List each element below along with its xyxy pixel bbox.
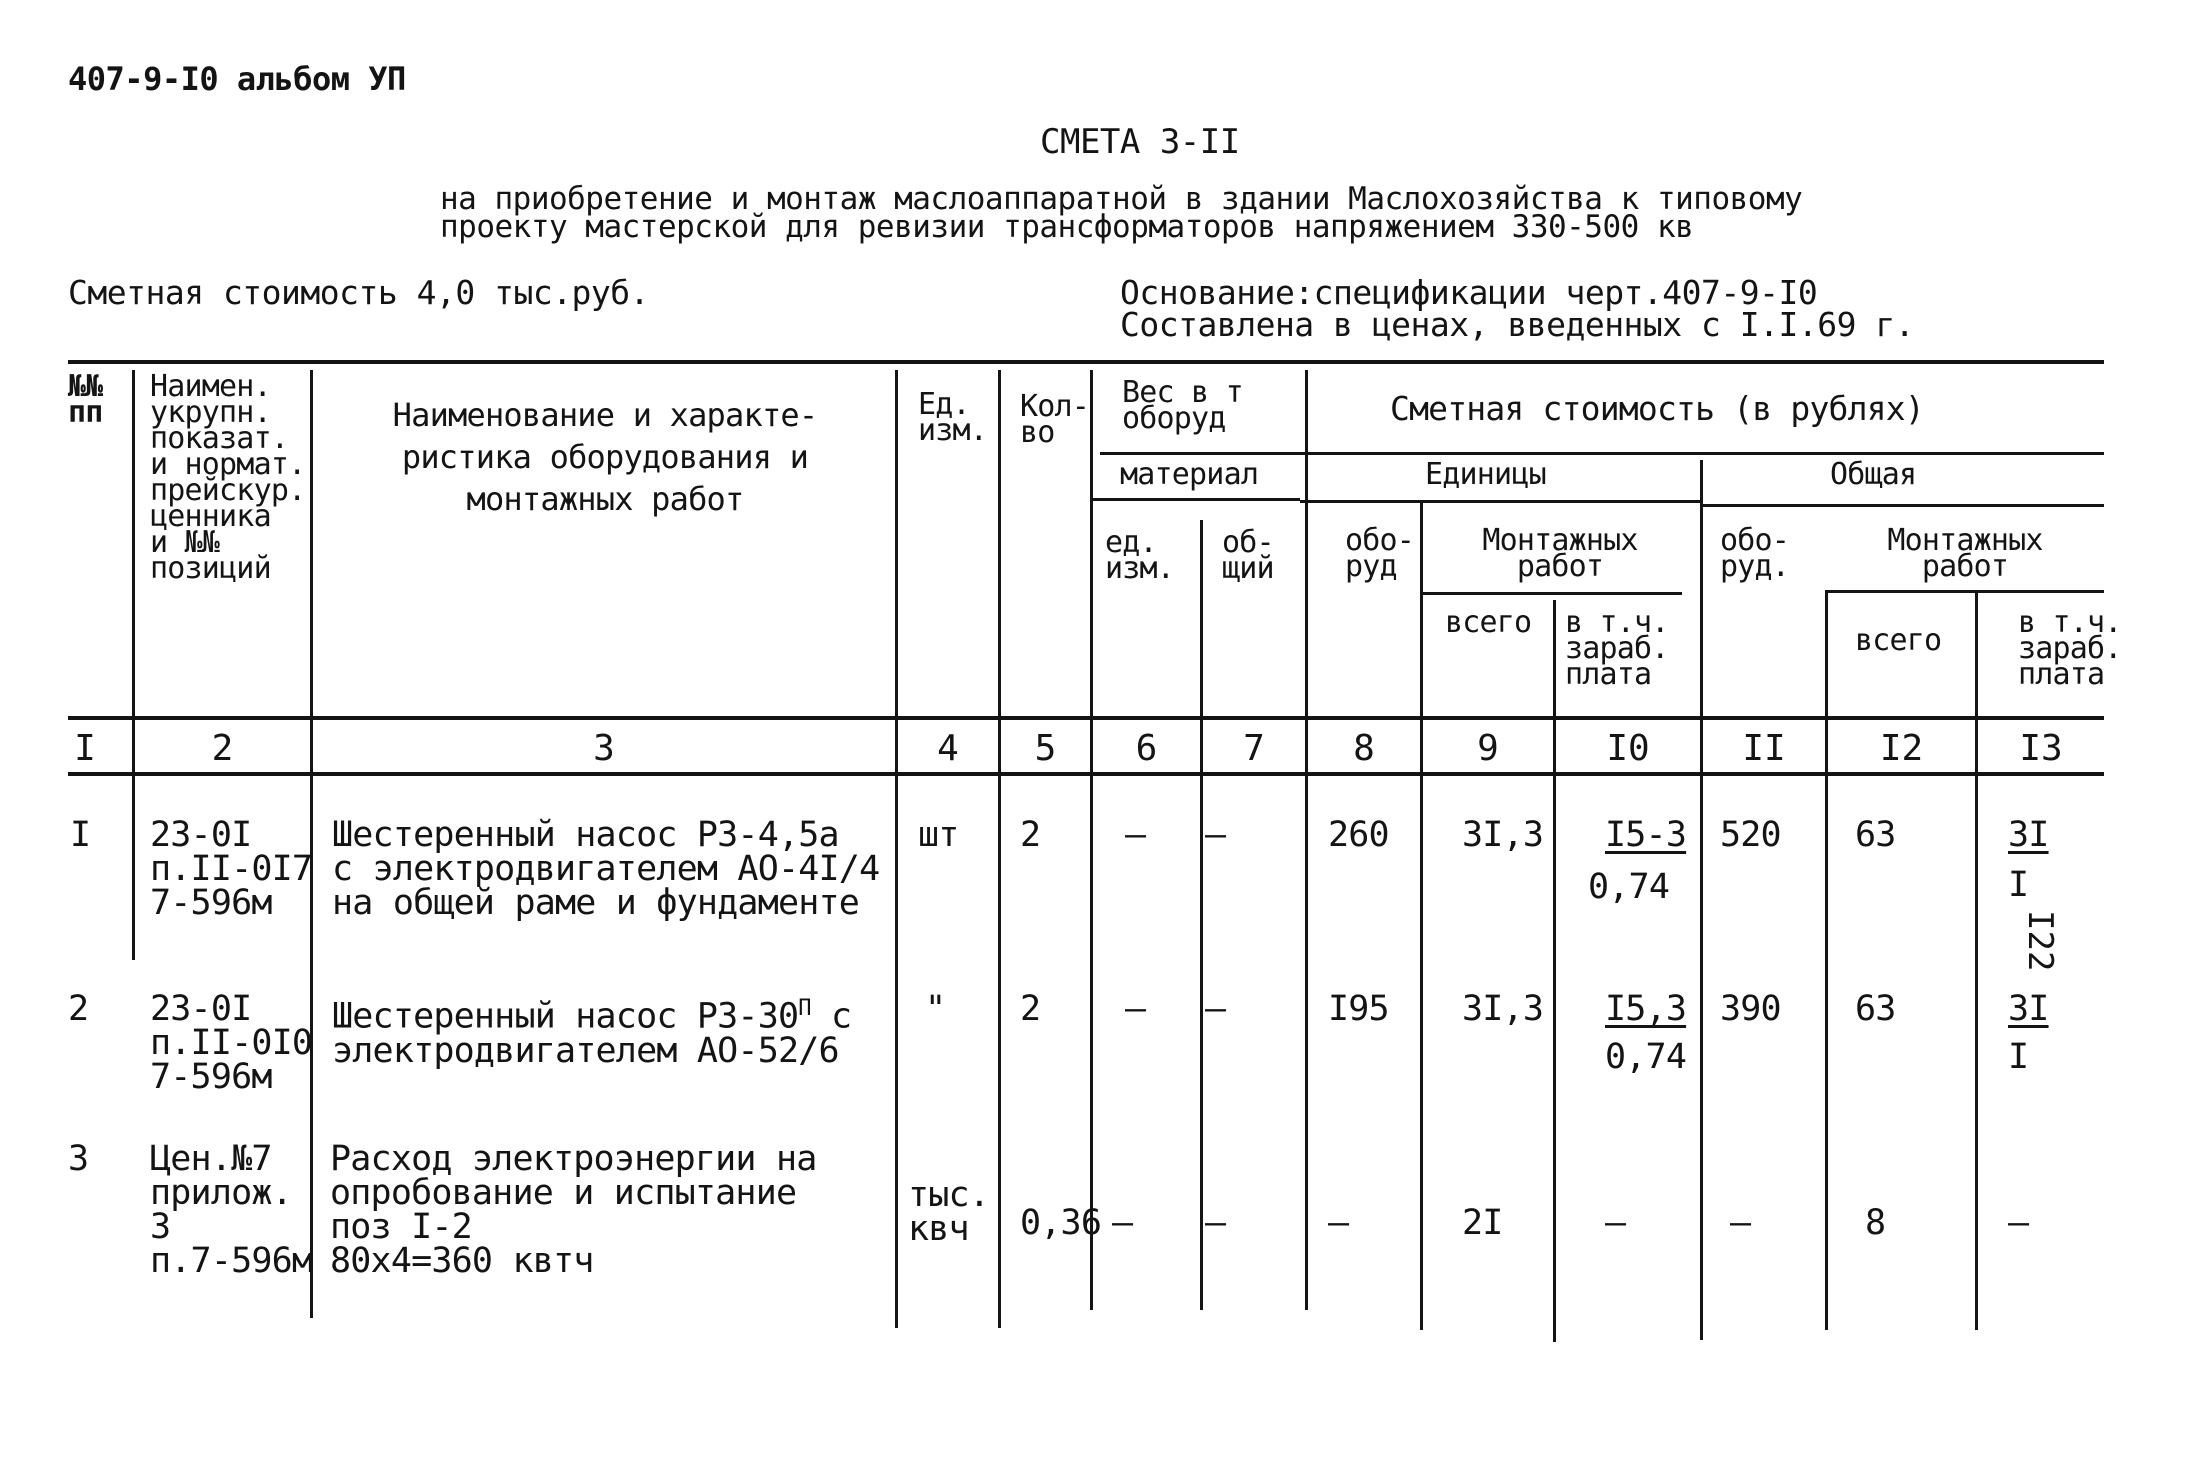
unit: тыс. квч [908, 1175, 990, 1249]
header-mounting-total: Монтажных работ [1887, 523, 2043, 584]
subtitle-line-1: на приобретение и монтаж маслоаппаратной в здании Маслохозяйства к типовому [440, 181, 1803, 217]
equipment-unit-cost: I95 [1328, 989, 1389, 1029]
header-mounting-unit: Монтажных работ [1482, 523, 1638, 584]
mounting-unit-cost: 2I [1462, 1203, 1503, 1243]
mounting-unit-wage: – [1605, 1203, 1626, 1243]
header-equipment-total: обо- руд. [1720, 523, 1790, 584]
header-weight-unit: ед. изм. [1105, 525, 1175, 586]
norm-code: Цен.№7 прилож. 3 п.7-596м [150, 1139, 313, 1281]
weight-total: – [1205, 1203, 1226, 1243]
column-number: 6 [1135, 728, 1158, 769]
row-number: 3 [68, 1139, 89, 1179]
column-number: 5 [1034, 728, 1057, 769]
column-number: I3 [2019, 728, 2063, 769]
norm-code: 23-0I п.II-0I7 7-596м [150, 815, 313, 923]
unit: шт [918, 815, 959, 855]
column-number: II [1742, 728, 1786, 769]
quantity: 2 [1020, 815, 1041, 855]
header-weight-total: об- щий [1222, 525, 1274, 586]
header-estimated-cost: Сметная стоимость (в рублях) [1390, 389, 1924, 428]
header-equipment-unit: обо- руд [1345, 523, 1415, 584]
header-unit: Ед. изм. [918, 387, 988, 448]
equipment-total-cost: 520 [1720, 815, 1781, 855]
document-title: СМЕТА 3-II [1040, 122, 1240, 162]
weight-unit: – [1112, 1203, 1133, 1243]
column-number: 7 [1243, 728, 1265, 769]
mounting-total-cost: 63 [1855, 989, 1896, 1029]
unit: " [925, 989, 946, 1029]
row-number: I [70, 815, 91, 855]
column-number: 4 [937, 728, 959, 769]
norm-code: 23-0I п.II-0I0 7-596м [150, 989, 313, 1097]
header-description: Наименование и характе- ристика оборудования и монтажных работ [392, 396, 818, 518]
mounting-unit-wage: I5,3 [1605, 989, 1687, 1029]
header-quantity: Кол- во [1020, 389, 1090, 450]
header-total: Общая [1830, 457, 1917, 492]
weight-unit: – [1125, 815, 1146, 855]
column-number: 8 [1353, 728, 1375, 769]
item-description: Шестеренный насос $РЗ-30^П$ с электродвигателем АО-52/6 [332, 996, 852, 1071]
quantity: 2 [1020, 989, 1041, 1029]
column-number: I0 [1606, 728, 1650, 769]
page-number: I22 [2020, 910, 2060, 972]
weight-unit: – [1125, 989, 1146, 1029]
mounting-unit-wage-sub: 0,74 [1605, 1037, 1687, 1077]
mounting-total-wage: – [2008, 1203, 2029, 1243]
equipment-total-cost: 390 [1720, 989, 1781, 1029]
header-mounting-total-wage: в т.ч. зараб. плата [2018, 605, 2122, 692]
equipment-unit-cost: – [1328, 1203, 1349, 1243]
header-material: материал [1120, 457, 1259, 492]
mounting-total-wage: 3I [2008, 815, 2049, 855]
basis-line-2: Составлена в ценах, введенных с I.I.69 г. [1120, 305, 1915, 344]
weight-total: – [1205, 815, 1226, 855]
column-number: I [74, 728, 96, 769]
column-number: I2 [1879, 728, 1924, 769]
item-description: Шестеренный насос РЗ-4,5а с электродвигателем АО-4I/4 на общей раме и фундаменте [332, 815, 880, 923]
header-mounting-total-all: всего [1855, 623, 1942, 658]
mounting-total-cost: 8 [1865, 1203, 1886, 1243]
mounting-unit-wage: I5-3 [1605, 815, 1687, 855]
basis-line-1: Основание:спецификации черт.407-9-I0 [1120, 273, 1818, 312]
column-number: 2 [211, 728, 234, 769]
column-number: 3 [593, 728, 615, 769]
mounting-total-cost: 63 [1855, 815, 1896, 855]
mounting-total-wage-sub: I [2008, 1037, 2029, 1077]
column-number: 9 [1477, 728, 1499, 769]
weight-total: – [1205, 989, 1226, 1029]
subtitle-line-2: проекту мастерской для ревизии трансформаторов напряжением 330-500 кв [440, 209, 1694, 245]
header-weight: Вес в т оборуд [1122, 375, 1243, 436]
item-description: Расход электроэнергии на опробование и испытание поз I-2 80х4=360 квтч [330, 1139, 817, 1281]
mounting-total-wage-sub: I [2008, 865, 2029, 905]
quantity: 0,36 [1020, 1203, 1102, 1243]
header-mounting-unit-wage: в т.ч. зараб. плата [1565, 605, 1669, 692]
equipment-total-cost: – [1730, 1203, 1751, 1243]
mounting-unit-cost: 3I,3 [1462, 989, 1544, 1029]
row-number: 2 [68, 989, 89, 1029]
header-mounting-unit-all: всего [1445, 605, 1532, 640]
mounting-unit-wage-sub: 0,74 [1588, 867, 1670, 907]
equipment-unit-cost: 260 [1328, 815, 1389, 855]
mounting-unit-cost: 3I,3 [1462, 815, 1544, 855]
header-norm-code: Наимен. укрупн. показат. и нормат. прейскур. ценника и №№ позиций [150, 369, 306, 586]
header-row-number: №№ пп [68, 369, 103, 430]
header-per-unit: Единицы [1425, 457, 1546, 492]
estimated-cost: Сметная стоимость 4,0 тыс.руб. [68, 273, 650, 312]
mounting-total-wage: 3I [2008, 989, 2049, 1029]
album-label: 407-9-I0 альбом УП [68, 60, 406, 98]
